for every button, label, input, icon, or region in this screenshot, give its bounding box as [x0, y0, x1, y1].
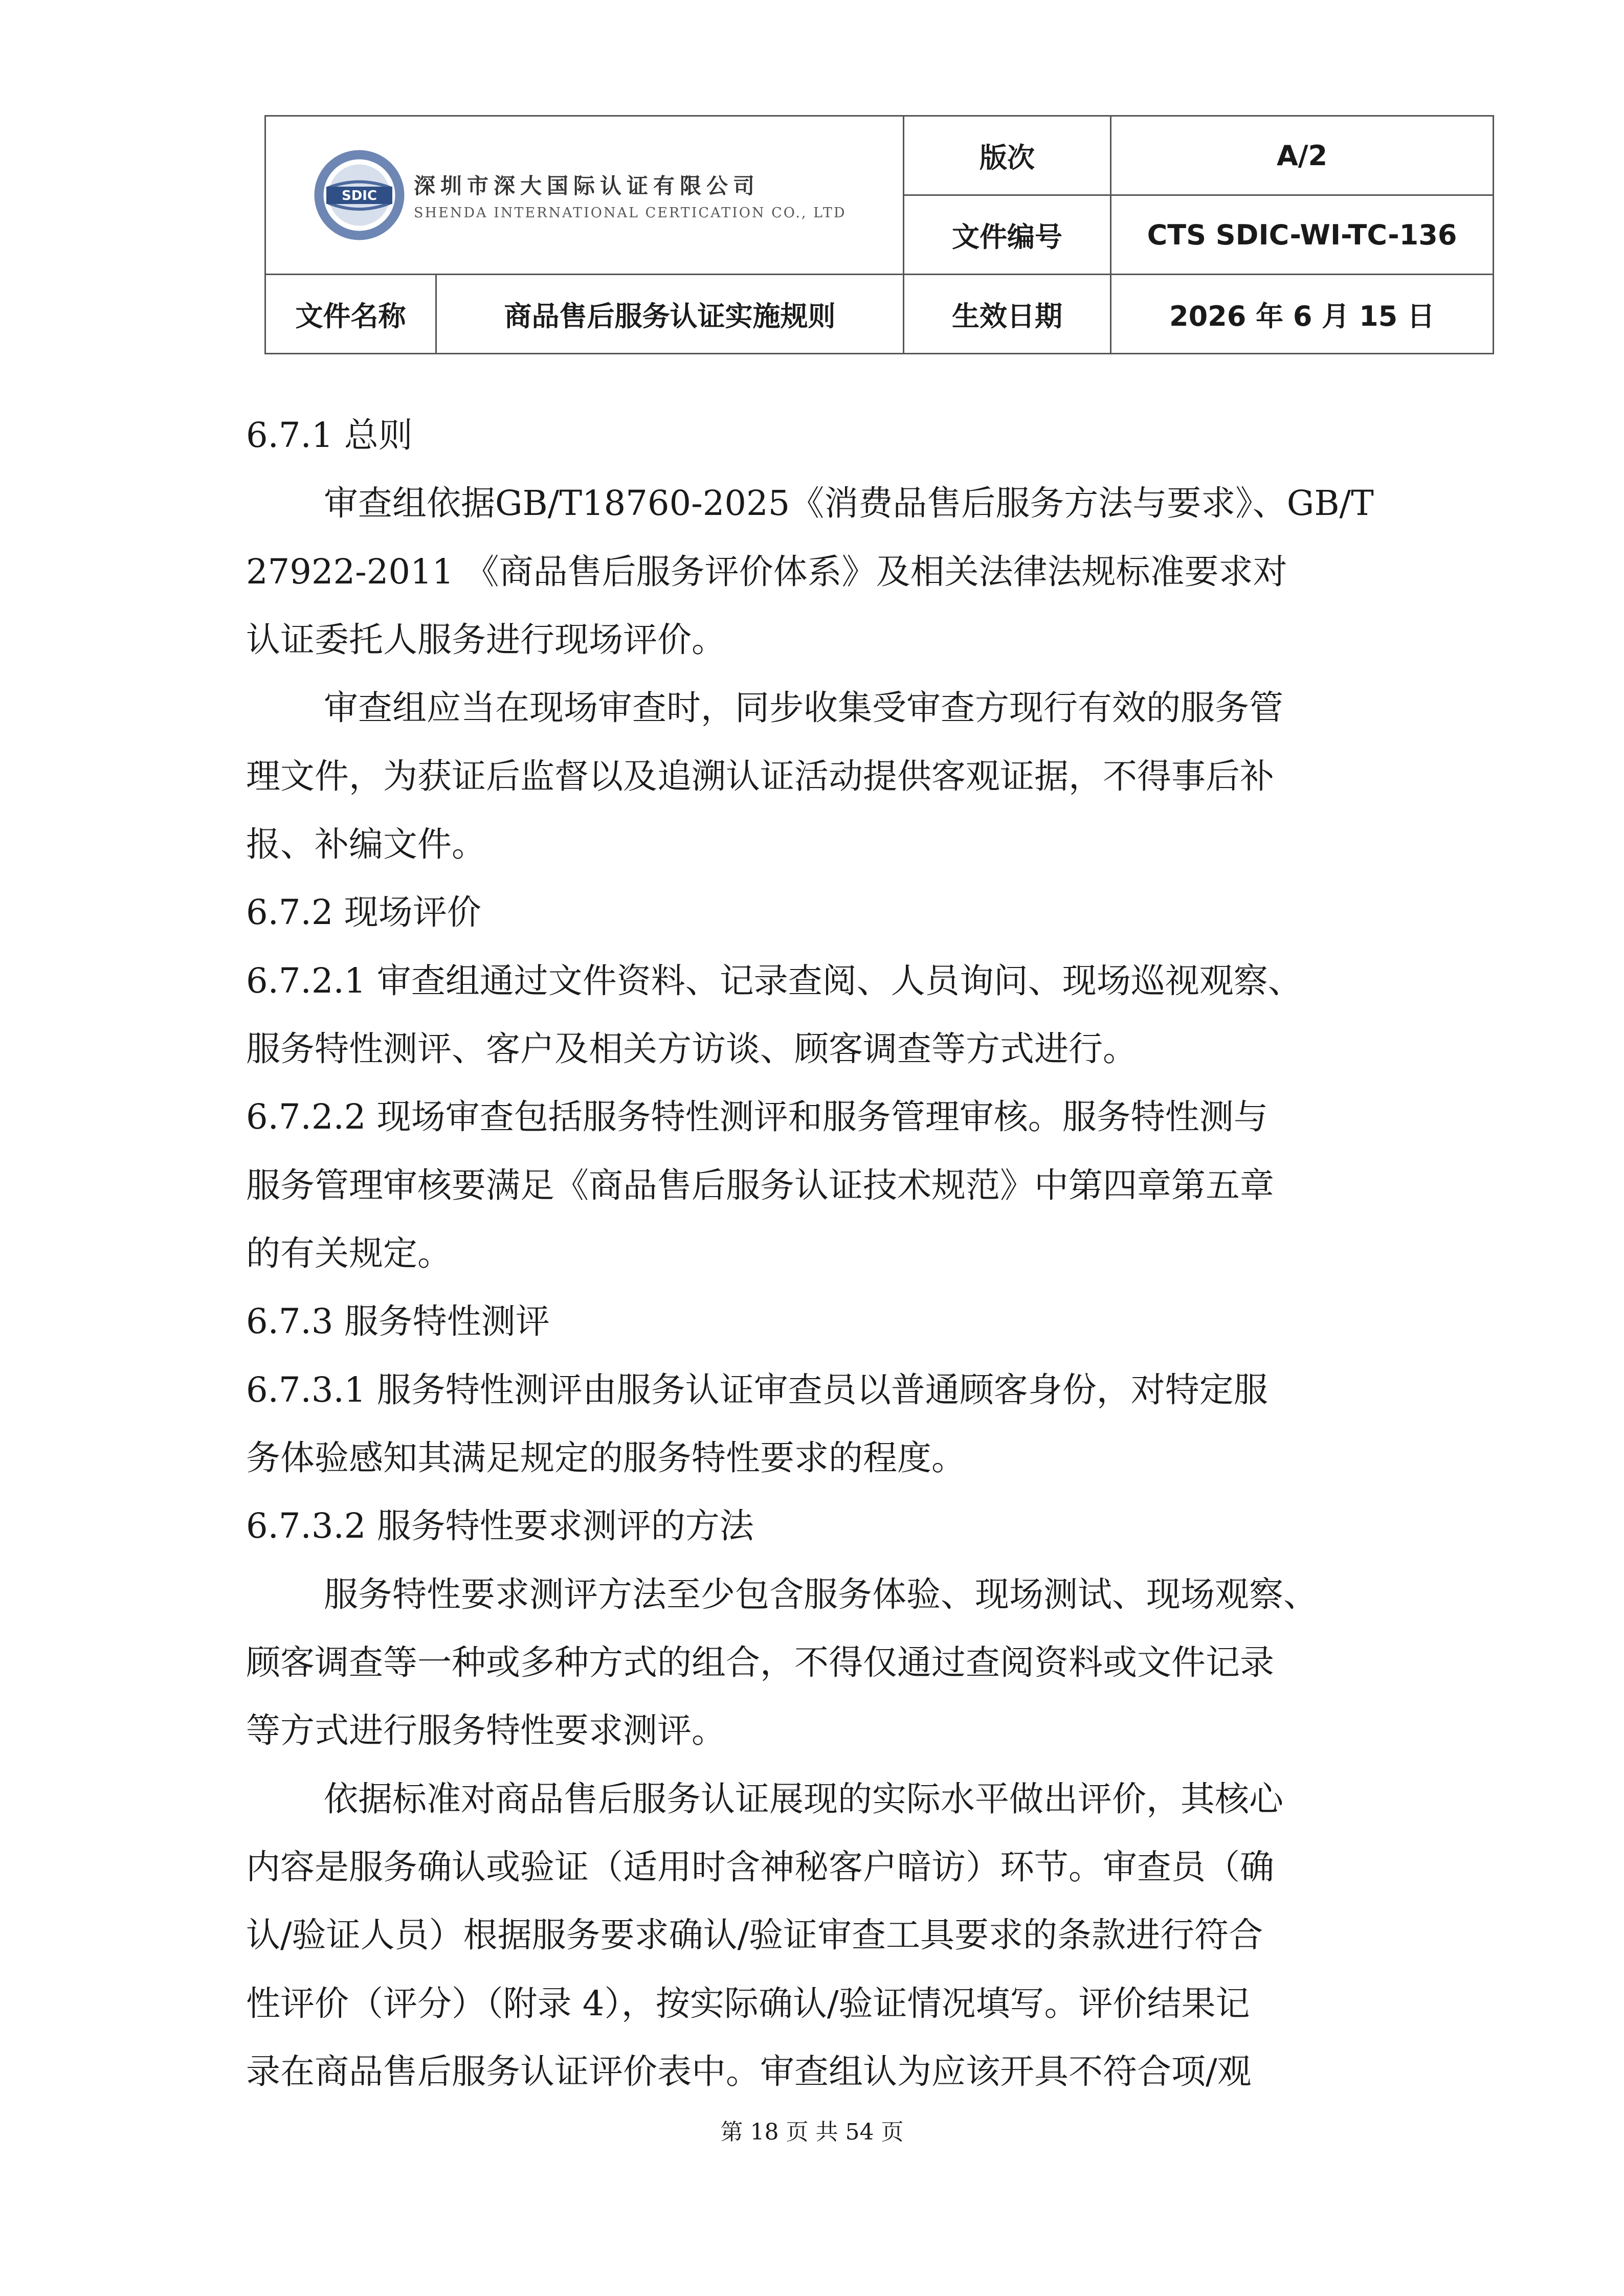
svg-text:SDIC: SDIC: [341, 188, 377, 204]
paragraph-line: 报、补编文件。: [246, 824, 486, 864]
paragraph-line: 审查组依据GB/T18760-2025《消费品售后服务方法与要求》、GB/T: [324, 483, 1374, 523]
edition-label: 版次: [904, 116, 1111, 195]
sdic-logo: [312, 148, 407, 242]
paragraph-line: 6.7.2.2 现场审查包括服务特性测评和服务管理审核。服务特性测与: [246, 1097, 1268, 1137]
paragraph-line: 认/验证人员）根据服务要求确认/验证审查工具要求的条款进行符合: [246, 1915, 1263, 1955]
document-header-table: [264, 115, 1494, 354]
edition-value: A/2: [1111, 116, 1494, 195]
doc-name-value: 商品售后服务认证实施规则: [436, 275, 904, 354]
effective-date-label: 生效日期: [904, 275, 1111, 354]
paragraph-line: 服务管理审核要满足《商品售后服务认证技术规范》中第四章第五章: [246, 1165, 1274, 1205]
paragraph-line: 顾客调查等一种或多种方式的组合，不得仅通过查阅资料或文件记录: [246, 1642, 1274, 1682]
section-heading: 6.7.3 服务特性测评: [246, 1301, 550, 1341]
paragraph-line: 理文件，为获证后监督以及追溯认证活动提供客观证据，不得事后补: [246, 756, 1274, 796]
paragraph-line: 认证委托人服务进行现场评价。: [246, 620, 726, 660]
doc-number-label: 文件编号: [904, 195, 1111, 275]
effective-date-value: 2026 年 6 月 15 日: [1111, 275, 1494, 354]
paragraph-line: 6.7.3.1 服务特性测评由服务认证审查员以普通顾客身份，对特定服: [246, 1370, 1268, 1410]
paragraph-line: 录在商品售后服务认证评价表中。审查组认为应该开具不符合项/观: [246, 2052, 1252, 2091]
company-name-cn: 深圳市深大国际认证有限公司: [414, 173, 760, 198]
doc-number-value: CTS SDIC-WI-TC-136: [1111, 195, 1494, 275]
page-number: 第 18 页 共 54 页: [720, 2119, 904, 2145]
paragraph-line: 服务特性测评、客户及相关方访谈、顾客调查等方式进行。: [246, 1029, 1137, 1069]
paragraph-line: 内容是服务确认或验证（适用时含神秘客户暗访）环节。审查员（确: [246, 1847, 1274, 1887]
section-heading: 6.7.1 总则: [246, 415, 413, 455]
doc-name-label: 文件名称: [265, 275, 436, 354]
section-heading: 6.7.3.2 服务特性要求测评的方法: [246, 1506, 754, 1546]
paragraph-line: 服务特性要求测评方法至少包含服务体验、现场测试、现场观察、: [324, 1574, 1318, 1614]
paragraph-line: 审查组应当在现场审查时，同步收集受审查方现行有效的服务管: [324, 688, 1283, 728]
paragraph-line: 务体验感知其满足规定的服务特性要求的程度。: [246, 1438, 966, 1478]
company-name-en: SHENDA INTERNATIONAL CERTICATION CO., LTD: [414, 205, 847, 221]
paragraph-line: 6.7.2.1 审查组通过文件资料、记录查阅、人员询问、现场巡视观察、: [246, 961, 1302, 1001]
paragraph-line: 27922-2011 《商品售后服务评价体系》及相关法律法规标准要求对: [246, 552, 1287, 592]
paragraph-line: 性评价（评分）（附录 4），按实际确认/验证情况填写。评价结果记: [246, 1984, 1250, 2023]
section-heading: 6.7.2 现场评价: [246, 892, 481, 932]
paragraph-line: 的有关规定。: [246, 1233, 452, 1273]
company-logo-cell: [265, 116, 904, 275]
paragraph-line: 等方式进行服务特性要求测评。: [246, 1710, 726, 1750]
paragraph-line: 依据标准对商品售后服务认证展现的实际水平做出评价，其核心: [324, 1779, 1283, 1819]
